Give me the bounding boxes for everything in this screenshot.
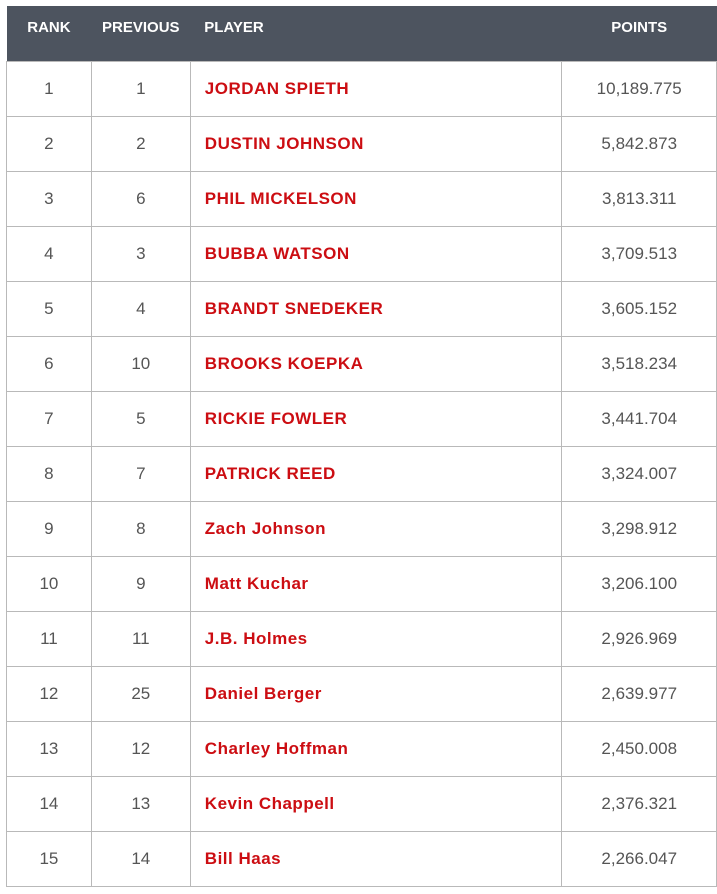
points-cell: 3,813.311 [562,171,717,226]
rank-cell: 9 [7,501,92,556]
points-cell: 3,605.152 [562,281,717,336]
table-row [7,776,717,831]
rankings-table [6,6,717,887]
points-cell: 3,298.912 [562,501,717,556]
previous-rank-cell: 25 [91,666,190,721]
points-cell: 3,206.100 [562,556,717,611]
player-name-link[interactable]: Matt Kuchar [190,556,562,611]
player-name-link[interactable]: JORDAN SPIETH [190,61,562,116]
previous-rank-cell: 11 [91,611,190,666]
player-name-link[interactable]: BROOKS KOEPKA [190,336,562,391]
table-row [7,226,717,281]
table-row [7,391,717,446]
previous-rank-cell: 14 [91,831,190,886]
points-cell: 3,441.704 [562,391,717,446]
rank-cell: 12 [7,666,92,721]
rank-cell: 8 [7,446,92,501]
points-cell: 5,842.873 [562,116,717,171]
table-header [7,6,717,61]
table-body [7,61,717,886]
points-cell: 3,518.234 [562,336,717,391]
column-header-rank[interactable]: RANK [27,19,71,36]
previous-rank-cell: 9 [91,556,190,611]
points-cell: 2,266.047 [562,831,717,886]
rank-cell: 14 [7,776,92,831]
rank-cell: 2 [7,116,92,171]
player-name-link[interactable]: Bill Haas [190,831,562,886]
player-name-link[interactable]: DUSTIN JOHNSON [190,116,562,171]
table-row [7,611,717,666]
player-name-link[interactable]: BRANDT SNEDEKER [190,281,562,336]
previous-rank-cell: 4 [91,281,190,336]
previous-rank-cell: 1 [91,61,190,116]
rank-cell: 11 [7,611,92,666]
player-name-link[interactable]: Daniel Berger [190,666,562,721]
rank-cell: 5 [7,281,92,336]
points-cell: 2,926.969 [562,611,717,666]
table-row [7,116,717,171]
table-row [7,721,717,776]
rank-cell: 15 [7,831,92,886]
table-row [7,446,717,501]
player-name-link[interactable]: RICKIE FOWLER [190,391,562,446]
rank-cell: 10 [7,556,92,611]
table-row [7,556,717,611]
table-row [7,281,717,336]
previous-rank-cell: 13 [91,776,190,831]
column-header-points[interactable]: POINTS [611,19,668,36]
points-cell: 10,189.775 [562,61,717,116]
table-row [7,666,717,721]
points-cell: 2,639.977 [562,666,717,721]
previous-rank-cell: 6 [91,171,190,226]
rank-cell: 3 [7,171,92,226]
previous-rank-cell: 12 [91,721,190,776]
player-name-link[interactable]: Zach Johnson [190,501,562,556]
points-cell: 2,376.321 [562,776,717,831]
previous-rank-cell: 2 [91,116,190,171]
header-row [7,6,717,61]
column-header-player[interactable]: PLAYER [204,19,264,36]
previous-rank-cell: 5 [91,391,190,446]
previous-rank-cell: 7 [91,446,190,501]
player-name-link[interactable]: J.B. Holmes [190,611,562,666]
player-name-link[interactable]: BUBBA WATSON [190,226,562,281]
table-row [7,171,717,226]
player-name-link[interactable]: Charley Hoffman [190,721,562,776]
rank-cell: 6 [7,336,92,391]
rank-cell: 13 [7,721,92,776]
table-row [7,61,717,116]
rank-cell: 7 [7,391,92,446]
points-cell: 3,709.513 [562,226,717,281]
player-name-link[interactable]: Kevin Chappell [190,776,562,831]
player-name-link[interactable]: PHIL MICKELSON [190,171,562,226]
table-row [7,501,717,556]
points-cell: 2,450.008 [562,721,717,776]
table-row [7,831,717,886]
previous-rank-cell: 8 [91,501,190,556]
previous-rank-cell: 3 [91,226,190,281]
column-header-previous[interactable]: PREVIOUS [102,19,180,36]
points-cell: 3,324.007 [562,446,717,501]
rank-cell: 1 [7,61,92,116]
rank-cell: 4 [7,226,92,281]
table-row [7,336,717,391]
player-name-link[interactable]: PATRICK REED [190,446,562,501]
previous-rank-cell: 10 [91,336,190,391]
